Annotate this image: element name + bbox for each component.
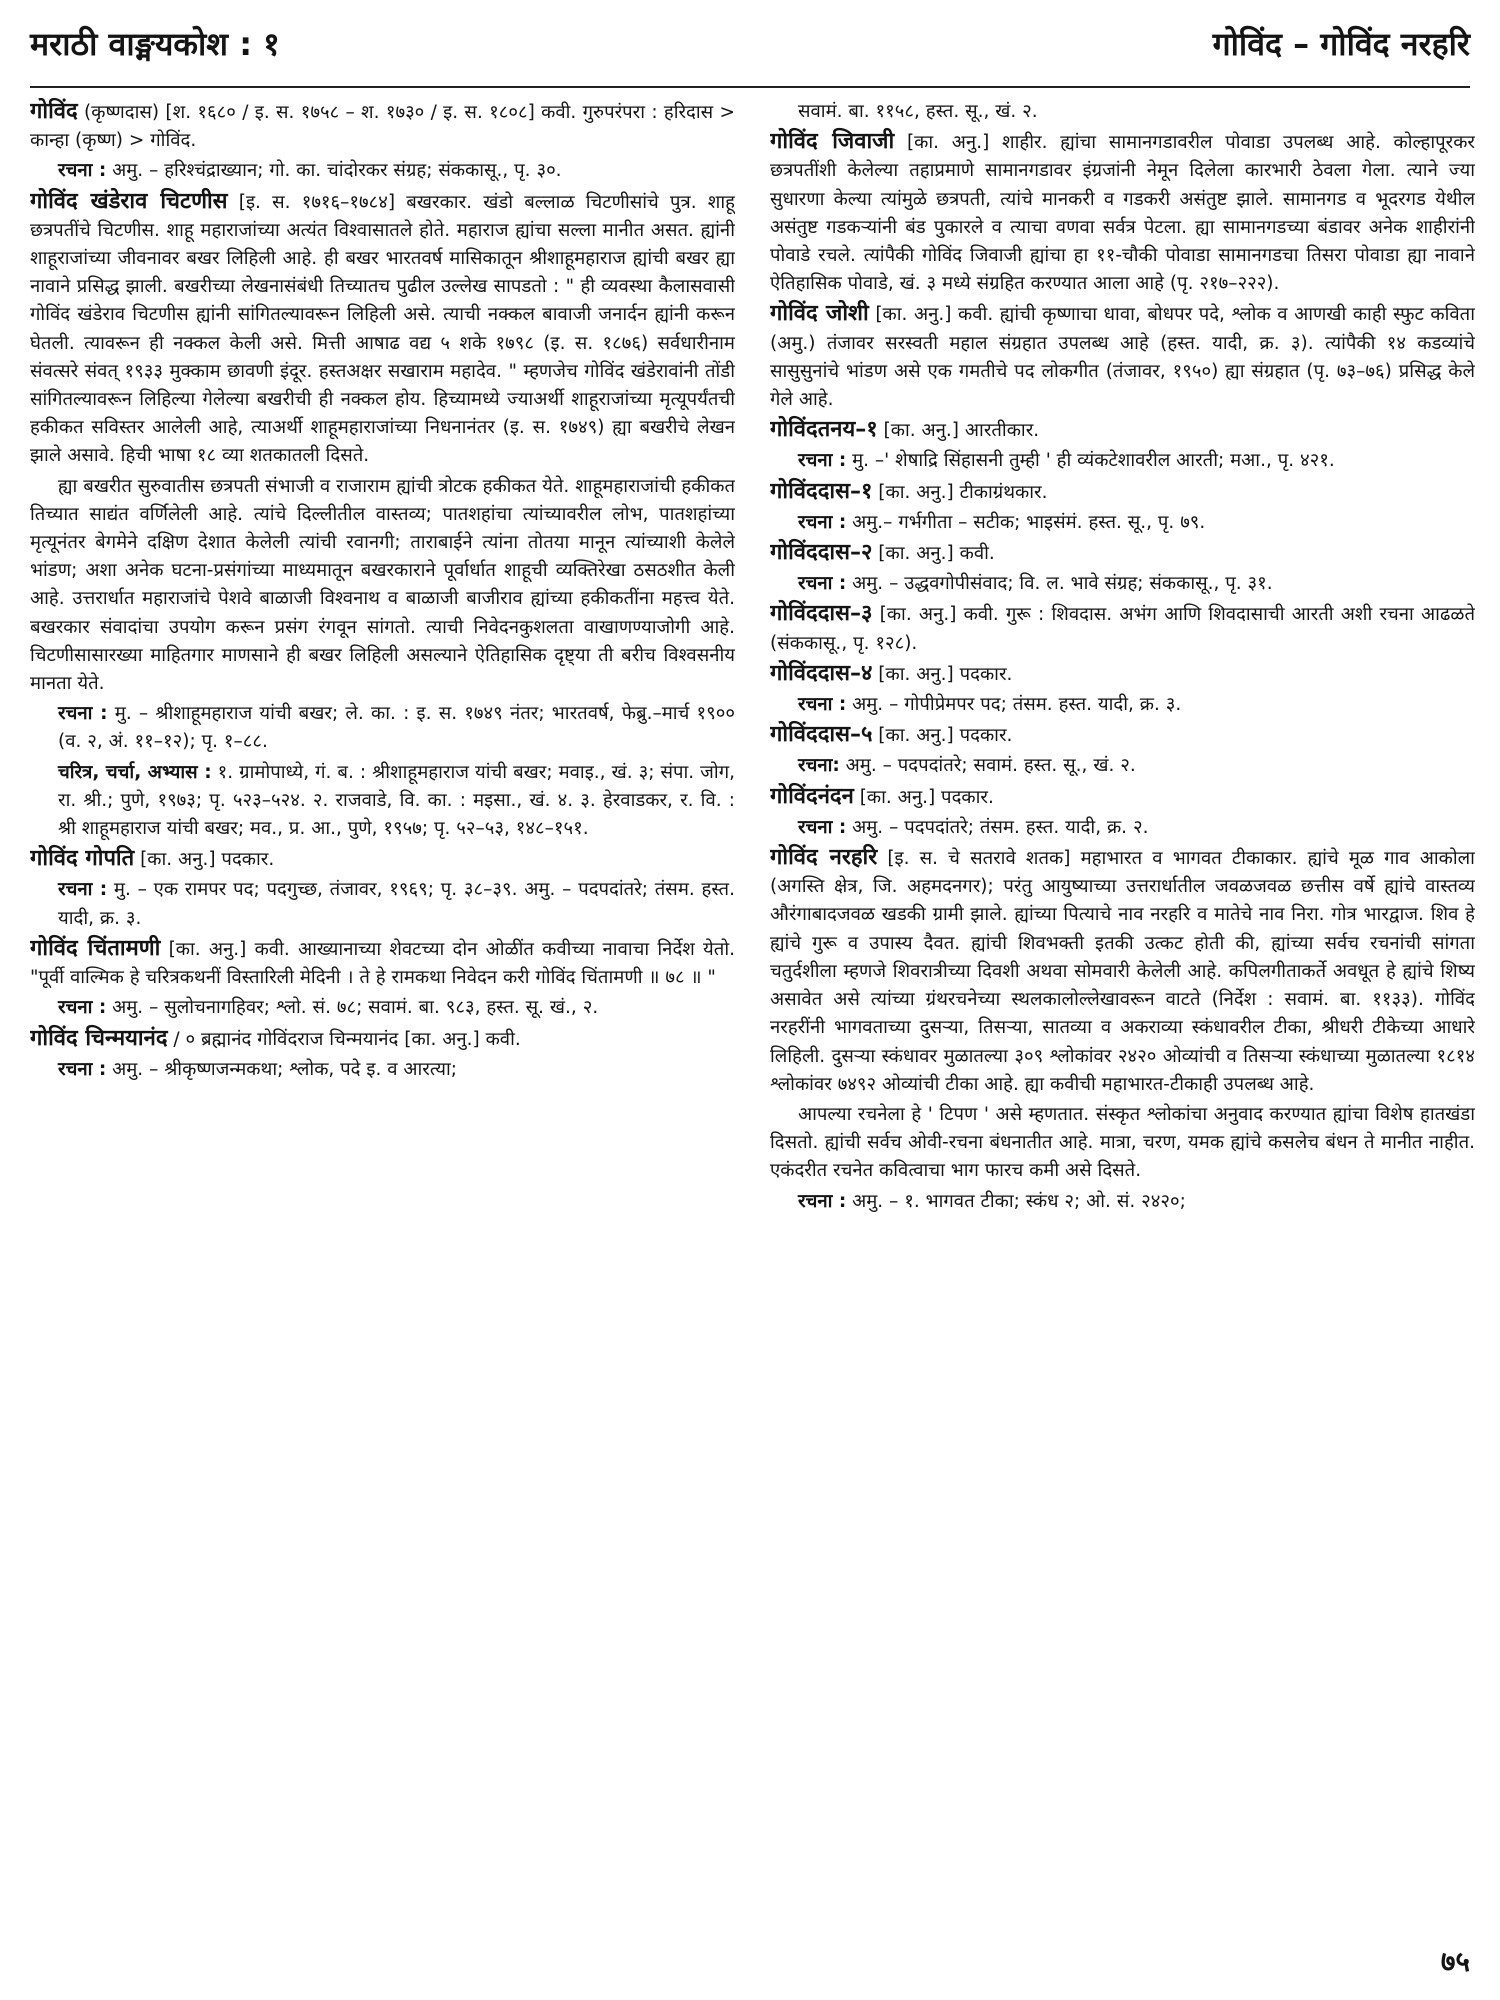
entry-text: [का. अनु.] पदकार.: [878, 725, 1013, 747]
entry-govind-gopati: [30, 845, 735, 874]
entry-govinddas-4: [770, 660, 1475, 689]
entry-govind-khanderao-chitnis: [30, 188, 735, 471]
running-header-left: मराठी वाङ्मयकोश : १: [30, 25, 280, 63]
works-text: अमु. – उद्धवगोपीसंवाद; वि. ल. भावे संग्रह; संककासू., पृ. ३१.: [852, 573, 1273, 595]
works-label: रचना :: [58, 703, 108, 725]
works-label: रचना :: [58, 1058, 107, 1080]
works-text: अमु. – १. भागवत टीका; स्कंध २; ओ. सं. २४२०;: [852, 1190, 1186, 1212]
entry-headword: गोविंद जिवाजी: [770, 129, 895, 155]
entry-text: [का. अनु.] पदकार.: [859, 786, 994, 808]
entry-headword: गोविंद खंडेराव चिटणीस: [30, 188, 228, 214]
entry-works: [30, 157, 735, 185]
entry-works: [30, 876, 735, 932]
entry-paragraph-2: ह्या बखरीत सुरुवातीस छत्रपती संभाजी व राजाराम ह्यांची त्रोटक हकीकत येते. शाहूमहाराजांची हकीकत तिच्यात साद्यंत वर्णिलेली आहे. त्यांचे दिल्लीतील वास्तव्य; पातशहांचा त्यांच्यावरील लोभ, पातशहांच्या मृत्यूनंतर बेगमेने दक्षिण देशात केलेली त्यांची रवानगी; ताराबाईने त्यांना तोतया मानून त्यांच्याशी केलेले भांडण; अशा अनेक घटना-प्रसंगांच्या माध्यमातून बखरकाराने पूर्वार्धात शाहूची व्यक्तिरेखा ठसठशीत केली आहे. उत्तरार्धात महाराजांचे पेशवे बाळाजी विश्वनाथ व बाळाजी बाजीराव ह्यांच्या हकीकतींना महत्त्व येते. बखरकार संवादांचा उपयोग करून प्रसंग रंगवून सांगतो. त्याची निवेदनकुशलता वाखाणण्याजोगी आहे. चिटणीसासारख्या माहितगार माणसाने ही बखर लिहिली असल्याने ऐतिहासिक दृष्ट्या ती बरीच विश्वसनीय मानता येते.: [30, 475, 735, 695]
entry-headword: गोविंद: [30, 99, 78, 124]
entry-text: [इ. स. १७१६–१७८४] बखरकार.: [238, 191, 473, 213]
header-rule: [30, 86, 1470, 88]
entry-paragraph: खंडो बल्लाळ चिटणीसांचे पुत्र. शाहू छत्रपतींचे चिटणीस. शाहू महाराजांच्या अत्यंत विश्वासातले होते. महाराज ह्यांचा सल्ला मानीत असत. ह्यांनी शाहूराजांच्या जीवनावर बखर लिहिली आहे. ही बखर भारतवर्ष मासिकातून श्रीशाहूमहाराज ह्यांची बखर ह्या नावाने प्रसिद्ध झाली. बखरीच्या लेखनासंबंधी तिच्यातच पुढील उल्लेख सापडतो : " ही व्यवस्था कैलासवासी गोविंद खंडेराव चिटणीस ह्यांनी सांगितल्यावरून लिहिली असे. त्याची नक्कल बावाजी जनार्दन ह्यांनी करून घेतली. त्यावरून ही नक्कल केली असे. मित्ती आषाढ वद्य ५ शके १७९८ (इ. स. १८७६) सर्वधारीनाम संवत्सरे संवत् १९३३ मुक्काम छावणी इंदूर. हस्तअक्षर सखाराम महादेव. " म्हणजेच गोविंद खंडेरावांनी तोंडी सांगितल्यावरून लिहिल्या गेलेल्या बखरीची ही नक्कल होय. हिच्यामध्ये ज्याअर्थी शाहूराजांच्या मृत्यूपर्यंतची हकीकत सविस्तर आलेली आहे, त्याअर्थी शाहूमहाराजांच्या निधनानंतर (इ. स. १७४९) ह्या बखरीचे लेखन झाले असावे. हिची भाषा १८ व्या शतकातली दिसते.: [30, 191, 735, 467]
works-text: अमु. – सुलोचनागहिवर; श्लो. सं. ७८; सवामं. बा. ९८३, हस्त. सू. खं., २.: [112, 997, 599, 1019]
works-label: रचना :: [798, 511, 847, 533]
works-text: अमु. – पदपदांतरे; तंसम. हस्त. यादी, क्र. २.: [852, 816, 1149, 838]
running-header-right: गोविंद – गोविंद नरहरि: [1212, 25, 1470, 63]
works-label: रचना :: [58, 879, 108, 901]
works-label: रचना :: [58, 997, 107, 1019]
entry-works: [770, 814, 1475, 842]
entry-works: [30, 700, 735, 756]
continued-text: सवामं. बा. ११५८, हस्त. सू., खं. २.: [798, 101, 1038, 122]
works-label: रचना :: [798, 816, 847, 838]
right-column: [770, 98, 1475, 1958]
works-label: रचना:: [798, 755, 840, 777]
entry-works: [30, 994, 735, 1022]
entry-headword: गोविंद नरहरि: [770, 845, 878, 871]
entry-headword: गोविंददास–२: [770, 540, 873, 566]
entry-text: [का. अनु.] आरतीकार.: [883, 420, 1040, 442]
entry-headword: गोविंद गोपति: [30, 846, 135, 872]
entry-headword: गोविंददास–३: [770, 601, 873, 627]
entry-works: [770, 570, 1475, 598]
entry-references: [30, 759, 735, 844]
entry-govinddas-5: [770, 721, 1475, 750]
entry-text: [का. अनु.] पदकार.: [878, 663, 1013, 685]
entry-govind-narhari: [770, 844, 1475, 1099]
works-label: रचना :: [798, 1190, 847, 1212]
entry-text: / ० ब्रह्मानंद गोविंदराज चिन्मयानंद [का. अनु.] कवी.: [173, 1028, 521, 1050]
entry-govinddas-3: [770, 600, 1475, 657]
entry-headword: गोविंदतनय–१: [770, 417, 878, 443]
works-text: अमु.– गर्भगीता – सटीक; भाइसंमं. हस्त. सू., पृ. ७९.: [852, 511, 1206, 533]
entry-works: [770, 1188, 1475, 1216]
entry-works: [770, 691, 1475, 719]
entry-works: [770, 509, 1475, 537]
entry-text: [का. अनु.] टीकाग्रंथकार.: [878, 481, 1048, 503]
entry-headword: गोविंद चिन्मयानंद: [30, 1025, 168, 1051]
entry-headword: गोविंद चिंतामणी: [30, 935, 161, 961]
entry-govindnandan: [770, 783, 1475, 812]
works-label: रचना :: [798, 450, 847, 472]
entry-headword: गोविंददास–१: [770, 478, 873, 504]
works-label: रचना :: [58, 160, 107, 182]
works-text: मु. –' शेषाद्रि सिंहासनी तुम्ही ' ही व्यंकटेशावरील आरती; मआ., पृ. ४२१.: [852, 450, 1335, 472]
works-label: रचना :: [798, 573, 847, 595]
works-text: मु. – एक रामपर पद; पदगुच्छ, तंजावर, १९६९; पृ. ३८–३९. अमु. – पदपदांतरे; तंसम. हस्त. यादी, क्र. ३.: [58, 879, 735, 929]
entry-govind-joshi: [770, 300, 1475, 414]
entry-headword: गोविंद जोशी: [770, 301, 869, 327]
references-text: १. ग्रामोपाध्ये, गं. ब. : श्रीशाहूमहाराज यांची बखर; मवाइ., खं. ३; संपा. जोग, रा. श्री.; पुणे, १९७३; पृ. ५२३–५२४. २. राजवाडे, वि. का. : मइसा., खं. ४. ३. हेरवाडकर, र. वि. : श्री शाहूमहाराज यांची बखर; मव., प्र. आ., पुणे, १९५७; पृ. ५२–५३, १४८–१५१.: [58, 761, 735, 840]
entry-paragraph-2: आपल्या रचनेला हे ' टिपण ' असे म्हणतात. संस्कृत श्लोकांचा अनुवाद करण्यात ह्यांचा विशेष हातखंडा दिसतो. ह्यांची सर्वच ओवी-रचना बंधनातीत आहे. मात्रा, चरण, यमक ह्यांचे कसलेच बंधन ते मानीत नाहीत. एकंदरीत रचनेत कवित्वाचा भाग फारच कमी असे दिसते.: [770, 1103, 1475, 1182]
entry-text: [का. अनु.] शाहीर. ह्यांचा सामानगडावरील पोवाडा उपलब्ध आहे. कोल्हापूरकर छत्रपतींशी केलेल्या तहाप्रमाणे सामानगडावर इंग्रजांनी नेमून दिलेला कारभारी ठेवला गेला. त्याने ज्या सुधारणा केल्या त्यांमुळे छत्रपती, त्यांचे मानकरी व गडकरी असंतुष्ट झाले. सामानगड व भूदरगड येथील असंतुष्ट गडकऱ्यांनी बंड पुकारले व त्याचा वणवा सर्वत्र पेटला. ह्या सामानगडच्या बंडावर अनेक शाहीरांनी पोवाडे रचले. त्यांपैकी गोविंद जिवाजी ह्यांचा हा ११-चौकी पोवाडा सामानगडचा तिसरा पोवाडा ह्या नावाने ऐतिहासिक पोवाडे, खं. ३ मध्ये संग्रहित करण्यात आला आहे (पृ. २१७–२२२).: [770, 132, 1475, 295]
page-number: ७५: [1440, 1945, 1470, 1978]
entry-headword: गोविंदनंदन: [770, 783, 854, 809]
entry-works: [770, 447, 1475, 475]
works-text: मु. – श्रीशाहूमहाराज यांची बखर; ले. का. : इ. स. १७४९ नंतर; भारतवर्ष, फेब्रु.–मार्च १९०० (व. २, अं. ११–१२); पृ. १–८८.: [58, 703, 735, 753]
works-text: अमु. – पदपदांतरे; सवामं. हस्त. सू., खं. २.: [845, 755, 1136, 777]
entry-govinddas-1: [770, 478, 1475, 507]
works-text: अमु. – गोपीप्रेमपर पद; तंसम. हस्त. यादी, क्र. ३.: [852, 694, 1182, 716]
entry-govinddas-2: [770, 539, 1475, 568]
entry-govindtanay-1: [770, 416, 1475, 445]
entry-text: [का. अनु.] कवी. ह्यांची कृष्णाचा धावा, बोधपर पदे, श्लोक व आणखी काही स्फुट कविता (अमु.) तंजावर सरस्वती महाल संग्रहात उपलब्ध आहे (हस्त. यादी, क्र. ३). त्यांपैकी १४ कडव्यांचे सासुसुनांचे भांडण असे एक गमतीचे पद लोकगीत (तंजावर, १९५०) ह्या संग्रहात (पृ. ७३–७६) प्रसिद्ध केले गेले आहे.: [770, 304, 1475, 411]
works-text: अमु. – श्रीकृष्णजन्मकथा; श्लोक, पदे इ. व आरत्या;: [112, 1058, 457, 1080]
entry-works: [770, 752, 1475, 780]
references-label: चरित्र, चर्चा, अभ्यास :: [58, 761, 212, 783]
entry-works: [30, 1056, 735, 1084]
entry-text: [इ. स. चे सतरावे शतक] महाभारत व भागवत टीकाकार. ह्यांचे मूळ गाव आकोला (अगस्ति क्षेत्र, जि. अहमदनगर); परंतु आयुष्याच्या उत्तरार्धातील जवळजवळ छत्तीस वर्षे ह्यांचे वास्तव्य औरंगाबादजवळ खडकी ग्रामी झाले. ह्यांच्या पित्याचे नाव नरहरि व मातेचे नाव निरा. गोत्र भारद्वाज. शिव हे ह्यांचे गुरू व उपास्य दैवत. ह्यांची शिवभक्ती इतकी उत्कट होती की, ह्यांच्या सर्वच रचनांची सांगता चतुर्दशीला म्हणजे शिवरात्रीच्या दिवशी अथवा सोमवारी केलेली आहे. कपिलगीताकर्ते अवधूत हे ह्यांचे शिष्य असावेत असे त्यांच्या ग्रंथरचनेच्या स्थलकालोल्लेखावरून वाटते (निर्देश : सवामं. बा. ११३३). गोविंद नरहरींनी भागवताच्या दुसऱ्या, तिसऱ्या, सातव्या व अकराव्या स्कंधावरील टीका, श्रीधरी टीकेच्या आधारे लिहिली. दुसऱ्या स्कंधावर मुळातल्या ३०९ श्लोकांवर २४२० ओव्यांची व तिसऱ्या स्कंधाच्या मुळातल्या १८१४ श्लोकांवर ७४९२ ओव्यांची टीका आहे. ह्या कवीची महाभारत-टीकाही उपलब्ध आहे.: [770, 848, 1475, 1095]
entry-text: [का. अनु.] पदकार.: [140, 849, 275, 871]
works-label: रचना :: [798, 694, 847, 716]
entry-text: [का. अनु.] कवी.: [878, 543, 995, 565]
entry-govind: [30, 98, 735, 155]
works-text: अमु. – हरिश्चंद्राख्यान; गो. का. चांदोरकर संग्रह; संककासू., पृ. ३०.: [112, 160, 562, 182]
entry-headword: गोविंददास–५: [770, 722, 873, 748]
entry-govind-jivaji: [770, 128, 1475, 298]
entry-govind-chintamani: [30, 935, 735, 992]
entry-text: (कृष्णदास) [श. १६८० / इ. स. १७५८ – श. १७३० / इ. स. १८०८] कवी. गुरुपरंपरा : हरिदास > कान्हा (कृष्ण) > गोविंद.: [30, 102, 735, 152]
entry-govind-chinmayanand: [30, 1025, 735, 1054]
entry-text: [का. अनु.] कवी. गुरू : शिवदास. अभंग आणि शिवदासाची आरती अशी रचना आढळते (संककासू., पृ. १२८).: [770, 604, 1475, 654]
entry-text: [का. अनु.] कवी. आख्यानाच्या शेवटच्या दोन ओळींत कवीच्या नावाचा निर्देश येतो. "पूर्वी वाल्मिक हे चरित्रकथनीं विस्तारिली मेदिनी । ते हे रामकथा निवेदन करी गोविंद चिंतामणी ॥ ७८ ॥ ": [30, 938, 735, 989]
entry-headword: गोविंददास–४: [770, 660, 873, 686]
left-column: [30, 98, 735, 1958]
